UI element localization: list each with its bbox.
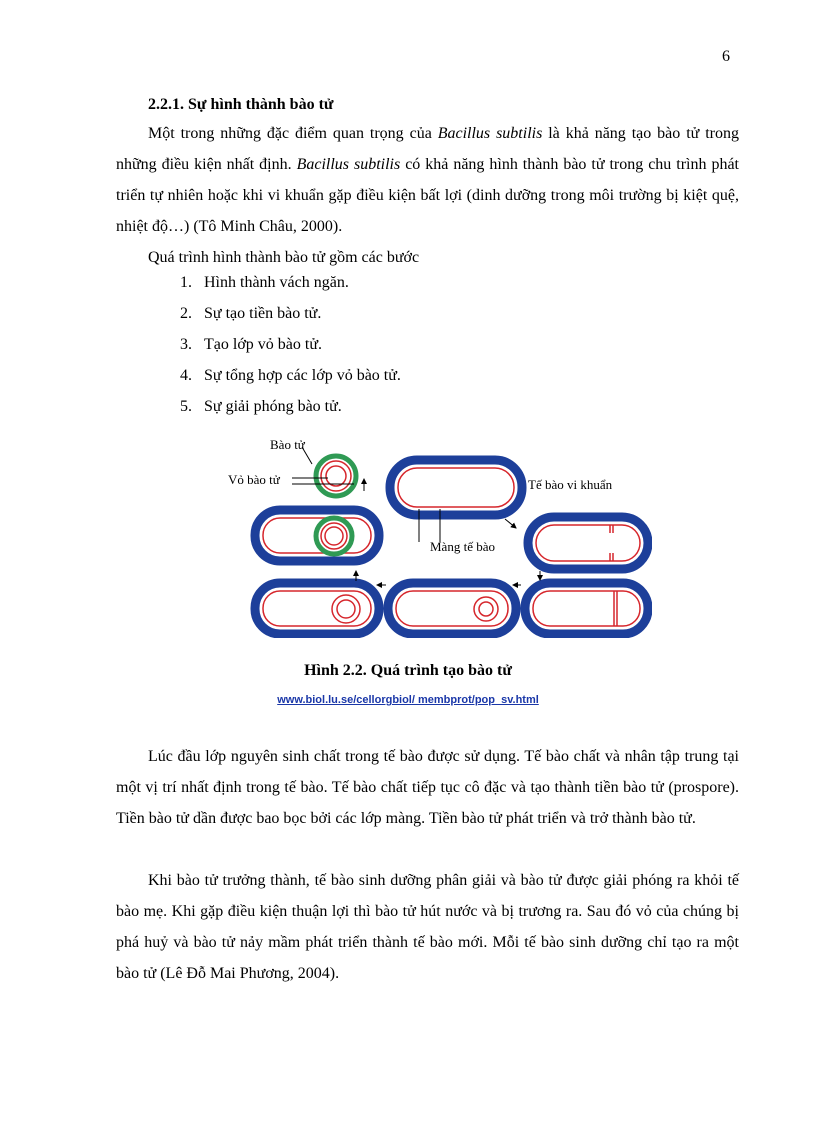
vegetative-cell bbox=[390, 460, 522, 515]
source-link[interactable]: www.biol.lu.se/cellorgbiol/ membprot/pop_sv.html bbox=[277, 694, 539, 706]
steps-list bbox=[180, 267, 401, 422]
section-heading: 2.2.1. Sự hình thành bào tử bbox=[148, 96, 334, 113]
intro-text-1: Một trong những đặc điểm quan trọng của bbox=[148, 125, 438, 142]
label-spore-coat: Vỏ bào tử bbox=[228, 472, 280, 487]
list-item: 1. Hình thành vách ngăn. bbox=[180, 274, 349, 291]
sporulation-diagram bbox=[228, 433, 652, 638]
list-item: 4. Sự tổng hợp các lớp vỏ bào tử. bbox=[180, 367, 401, 384]
species-name-1: Bacillus subtilis bbox=[437, 125, 543, 142]
free-spore bbox=[316, 456, 356, 496]
figure-caption: Hình 2.2. Quá trình tạo bào tử bbox=[304, 662, 512, 679]
list-item: 2. Sự tạo tiền bào tử. bbox=[180, 305, 322, 322]
label-spore: Bào tử bbox=[270, 437, 305, 452]
list-item: 5. Sự giải phóng bào tử. bbox=[180, 398, 342, 415]
cell-spore-coat bbox=[255, 510, 379, 561]
intro-text-3: có khả năng hình thành bào tử trong chu trình phát triển tự nhiên hoặc khi vi khuẩn gặp điều kiện bất lợi (dinh dưỡng trong môi trường bị kiệt quệ, nhiệt độ…) (Tô Minh Châu, 2000). bbox=[116, 156, 740, 235]
cell-septum-forming bbox=[528, 517, 648, 569]
cell-septum-complete bbox=[525, 583, 648, 634]
intro-paragraph bbox=[116, 118, 739, 273]
paragraph-3: Khi bào tử trưởng thành, tế bào sinh dưỡng phân giải và bào tử được giải phóng ra khỏi tế bào mẹ. Khi gặp điều kiện thuận lợi thì bào tử hút nước và bị trương ra. Sau đó vỏ của chúng bị phá huỷ và bào tử nảy mầm phát triển thành tế bào mới. Mỗi tế bào sinh dưỡng chỉ tạo ra một bào tử (Lê Đỗ Mai Phương, 2004). bbox=[116, 872, 739, 982]
page-number: 6 bbox=[722, 48, 730, 65]
list-item: 3. Tạo lớp vỏ bào tử. bbox=[180, 336, 322, 353]
label-bacterial-cell: Tế bào vi khuẩn bbox=[528, 477, 613, 492]
label-cell-membrane: Màng tế bào bbox=[430, 539, 495, 554]
paragraph-2: Lúc đầu lớp nguyên sinh chất trong tế bào được sử dụng. Tế bào chất và nhân tập trung tại một vị trí nhất định trong tế bào. Tế bào chất tiếp tục cô đặc và tạo thành tiền bào tử (prospore). Tiền bào tử dần được bao bọc bởi các lớp màng. Tiền bào tử phát triển và trở thành bào tử. bbox=[116, 748, 739, 827]
cell-engulfment bbox=[388, 583, 516, 634]
cell-forespore bbox=[255, 583, 379, 634]
species-name-2: Bacillus subtilis bbox=[296, 156, 401, 173]
steps-intro: Quá trình hình thành bào tử gồm các bước bbox=[148, 249, 420, 266]
intro-text-2: là khả năng tạo bào tử trong những điều kiện nhất định. bbox=[116, 125, 740, 173]
